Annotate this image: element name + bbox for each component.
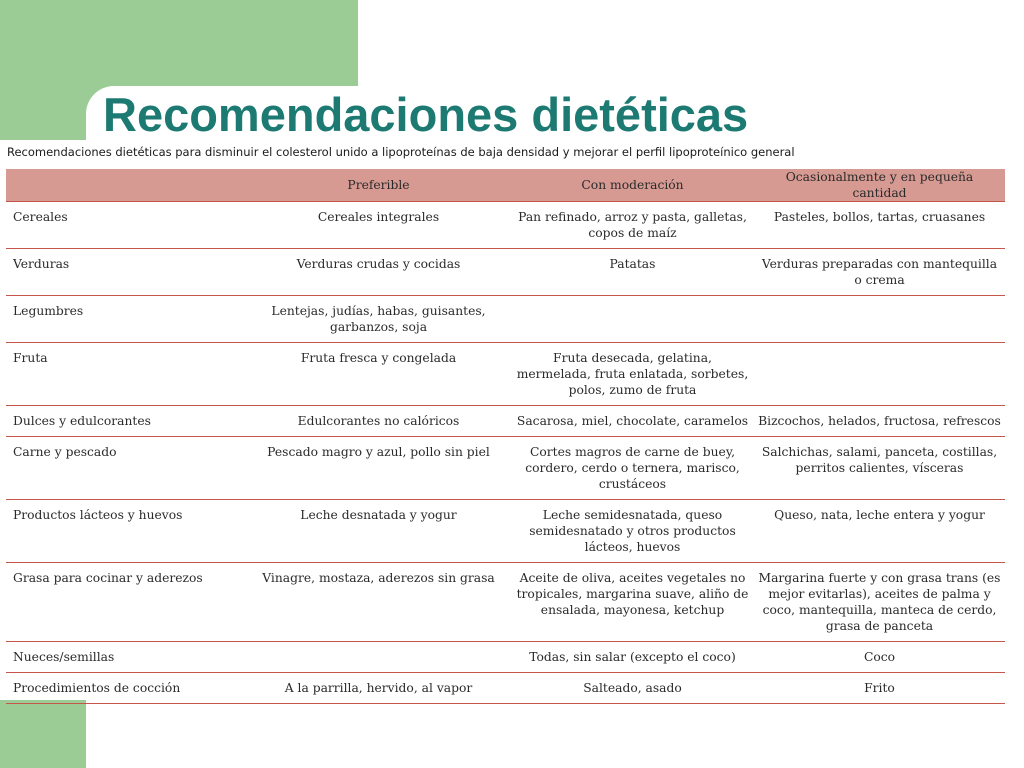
table-row: [6, 249, 1005, 296]
category-cell: Grasa para cocinar y aderezos: [6, 563, 246, 642]
column-header-category: [6, 169, 246, 202]
header-row: [6, 169, 1005, 202]
column-header-preferible: Preferible: [246, 169, 511, 202]
preferible-cell: Verduras crudas y cocidas: [246, 249, 511, 296]
ocasionalmente-cell: Coco: [754, 642, 1005, 673]
category-cell: Cereales: [6, 202, 246, 249]
category-cell: Procedimientos de cocción: [6, 673, 246, 704]
preferible-cell: [246, 642, 511, 673]
con-moderacion-cell: Cortes magros de carne de buey, cordero, cerdo o ternera, marisco, crustáceos: [511, 437, 754, 500]
con-moderacion-cell: Fruta desecada, gelatina, mermelada, fruta enlatada, sorbetes, polos, zumo de fruta: [511, 343, 754, 406]
ocasionalmente-cell: Verduras preparadas con mantequilla o crema: [754, 249, 1005, 296]
preferible-cell: Edulcorantes no calóricos: [246, 406, 511, 437]
diet-recommendations-table: [6, 169, 1005, 704]
table-row: [6, 296, 1005, 343]
column-header-con-moderacion: Con moderación: [511, 169, 754, 202]
con-moderacion-cell: Todas, sin salar (excepto el coco): [511, 642, 754, 673]
con-moderacion-cell: Salteado, asado: [511, 673, 754, 704]
table-caption: Recomendaciones dietéticas para disminuir el colesterol unido a lipoproteínas de baja densidad y mejorar el perfil lipoproteínico general: [7, 145, 795, 159]
table-row: [6, 500, 1005, 563]
table-container: [6, 169, 1005, 704]
table-row: [6, 343, 1005, 406]
con-moderacion-cell: Pan refinado, arroz y pasta, galletas, copos de maíz: [511, 202, 754, 249]
category-cell: Legumbres: [6, 296, 246, 343]
table-body: [6, 202, 1005, 704]
category-cell: Carne y pescado: [6, 437, 246, 500]
preferible-cell: Vinagre, mostaza, aderezos sin grasa: [246, 563, 511, 642]
ocasionalmente-cell: Salchichas, salami, panceta, costillas, perritos calientes, vísceras: [754, 437, 1005, 500]
table-row: [6, 642, 1005, 673]
con-moderacion-cell: Aceite de oliva, aceites vegetales no tropicales, margarina suave, aliño de ensalada, mayonesa, ketchup: [511, 563, 754, 642]
preferible-cell: Pescado magro y azul, pollo sin piel: [246, 437, 511, 500]
category-cell: Fruta: [6, 343, 246, 406]
category-cell: Verduras: [6, 249, 246, 296]
preferible-cell: Fruta fresca y congelada: [246, 343, 511, 406]
ocasionalmente-cell: Queso, nata, leche entera y yogur: [754, 500, 1005, 563]
preferible-cell: Cereales integrales: [246, 202, 511, 249]
table-row: [6, 202, 1005, 249]
preferible-cell: Lentejas, judías, habas, guisantes, garbanzos, soja: [246, 296, 511, 343]
category-cell: Productos lácteos y huevos: [6, 500, 246, 563]
ocasionalmente-cell: Pasteles, bollos, tartas, cruasanes: [754, 202, 1005, 249]
table-row: [6, 406, 1005, 437]
slide-title: Recomendaciones dietéticas: [103, 88, 749, 141]
table-row: [6, 437, 1005, 500]
column-header-ocasionalmente: Ocasionalmente y en pequeña cantidad: [754, 169, 1005, 202]
table-row: [6, 673, 1005, 704]
con-moderacion-cell: Leche semidesnatada, queso semidesnatado y otros productos lácteos, huevos: [511, 500, 754, 563]
table-row: [6, 563, 1005, 642]
con-moderacion-cell: Patatas: [511, 249, 754, 296]
con-moderacion-cell: [511, 296, 754, 343]
ocasionalmente-cell: Margarina fuerte y con grasa trans (es mejor evitarlas), aceites de palma y coco, mantequilla, manteca de cerdo, grasa de panceta: [754, 563, 1005, 642]
preferible-cell: A la parrilla, hervido, al vapor: [246, 673, 511, 704]
ocasionalmente-cell: Frito: [754, 673, 1005, 704]
ocasionalmente-cell: Bizcochos, helados, fructosa, refrescos: [754, 406, 1005, 437]
decorative-green-block-bottom: [0, 700, 86, 768]
ocasionalmente-cell: [754, 296, 1005, 343]
table-header: [6, 169, 1005, 202]
preferible-cell: Leche desnatada y yogur: [246, 500, 511, 563]
category-cell: Dulces y edulcorantes: [6, 406, 246, 437]
con-moderacion-cell: Sacarosa, miel, chocolate, caramelos: [511, 406, 754, 437]
category-cell: Nueces/semillas: [6, 642, 246, 673]
ocasionalmente-cell: [754, 343, 1005, 406]
